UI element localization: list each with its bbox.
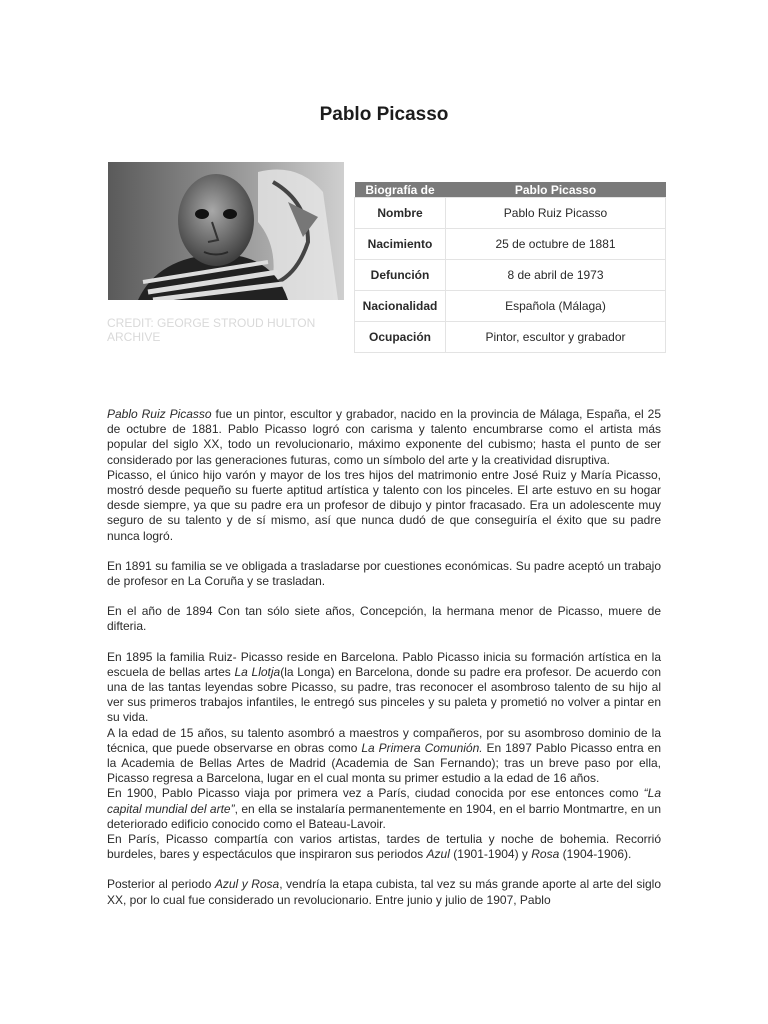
italic-text: Azul — [426, 847, 450, 862]
body-paragraph: En 1891 su familia se ve obligada a trasladarse por cuestiones económicas. Su padre aceptó un trabajo de profesor en La Coruña y se trasladan. — [107, 558, 661, 589]
row-value: Pintor, escultor y grabador — [446, 322, 666, 353]
biography-body — [107, 407, 661, 923]
table-header-right: Pablo Picasso — [446, 182, 666, 198]
biography-table — [354, 182, 666, 353]
table-header-left: Biografía de — [355, 182, 446, 198]
row-value: Pablo Ruiz Picasso — [446, 198, 666, 229]
page-title: Pablo Picasso — [319, 104, 449, 125]
table-row — [355, 198, 666, 229]
portrait-photo — [108, 162, 344, 300]
row-value: 25 de octubre de 1881 — [446, 229, 666, 260]
italic-text: Rosa — [531, 847, 560, 862]
table-row — [355, 291, 666, 322]
photo-credit: CREDIT: GEORGE STROUD HULTON ARCHIVE — [107, 316, 316, 344]
body-paragraph: Posterior al periodo Azul y Rosa, vendría la etapa cubista, tal vez su más grande aporte al arte del siglo XX, por lo cual fue considerado un revolucionario. Entre junio y julio de 1907, Pablo — [107, 877, 661, 907]
italic-text: La Primera Comunión. — [361, 740, 483, 755]
table-row — [355, 229, 666, 260]
table-row — [355, 322, 666, 353]
row-label: Nombre — [355, 198, 446, 229]
body-paragraph: En el año de 1894 Con tan sólo siete años, Concepción, la hermana menor de Picasso, muere de difteria. — [107, 604, 661, 634]
row-label: Defunción — [355, 260, 446, 291]
row-label: Ocupación — [355, 322, 446, 353]
table-header-row — [355, 182, 666, 198]
row-value: 8 de abril de 1973 — [446, 260, 666, 291]
portrait-image — [108, 162, 344, 300]
row-value: Española (Málaga) — [446, 291, 666, 322]
row-label: Nacimiento — [355, 229, 446, 260]
italic-text: La Llotja — [234, 664, 281, 679]
row-label: Nacionalidad — [355, 291, 446, 322]
table-row — [355, 260, 666, 291]
body-paragraph: En 1895 la familia Ruiz- Picasso reside en Barcelona. Pablo Picasso inicia su formación artística en la escuela de bellas artes La Llotja(la Longa) en Barcelona, donde su padre era profesor. De acuerdo con una de las tantas leyendas sobre Picasso, su padre, tras reconocer el asombroso talento de su hijo al ver sus primeros trabajos infantiles, le entregó sus pinceles y su paleta y prometió no volver a pintar en su vida. A la edad de 15 años, su talento asombró a maestros y compañeros, por su asombroso dominio de la técnica, que puede observarse en obras como La Primera Comunión. En 1897 Pablo Picasso entra en la Academia de Bellas Artes de Madrid (Academia de San Fernando); tras un breve paso por ella, Picasso regresa a Barcelona, lugar en el cual monta su primer estudio a la edad de 16 años. En 1900, Pablo Picasso viaja por primera vez a París, ciudad conocida por ese entonces como “La capital mundial del arte”, en ella se instalaría permanentemente en 1904, en el barrio Montmartre, en un deteriorado edificio conocido como el Bateau-Lavoir. En París, Picasso compartía con varios artistas, tardes de tertulia y noche de bohemia. Recorrió burdeles, bares y espectáculos que inspiraron sus periodos Azul (1901-1904) y Rosa (1904-1906). — [107, 649, 662, 862]
italic-text: Pablo Ruiz Picasso — [107, 407, 212, 421]
italic-text: Azul y Rosa — [214, 877, 280, 892]
body-paragraph: Pablo Ruiz Picasso fue un pintor, escultor y grabador, nacido en la provincia de Málaga, España, el 25 de octubre de 1881. Pablo Picasso logró con carisma y talento encumbrarse como el artista más popular del siglo XX, todo un revolucionario, máximo exponente del cubismo; hasta el punto de ser considerado por las generaciones futuras, como un símbolo del arte y la creatividad disruptiva. Picasso, el único hijo varón y mayor de los tres hijos del matrimonio entre José Ruiz y María Picasso, mostró desde pequeño su fuerte aptitud artística y talento con los pinceles. El arte estuvo en su hogar desde siempre, ya que su padre era un profesor de dibujo y pintor fracasado. Era un adolescente muy seguro de su talento y de sí mismo, así que nunca dudó de que conseguiría el éxito que su padre nunca logró. — [107, 407, 661, 543]
italic-text: “La capital mundial del arte” — [107, 786, 661, 816]
